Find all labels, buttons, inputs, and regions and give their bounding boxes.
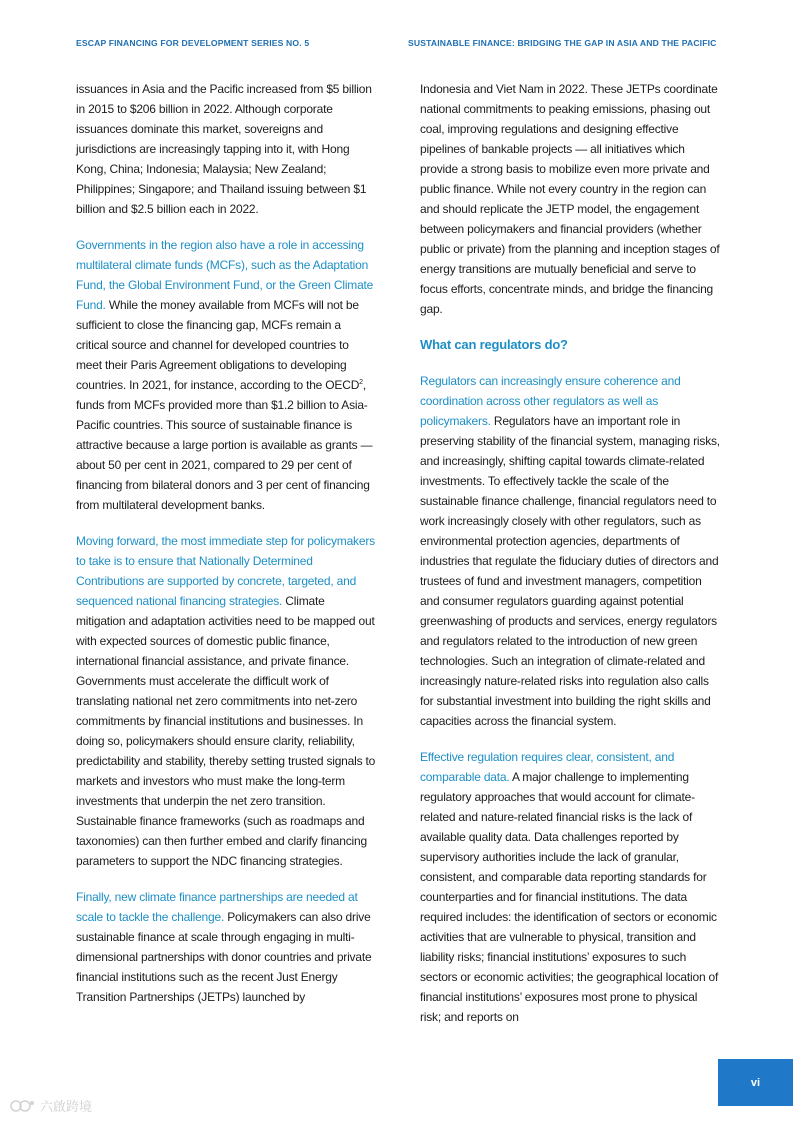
paragraph-lead: Effective regulation requires clear, consistent, and comparable data.	[420, 750, 675, 784]
paragraph-lead: Regulators can increasingly ensure coherence and coordination across other regulators as well as policymakers.	[420, 374, 681, 428]
paragraph	[420, 371, 720, 731]
paragraph	[76, 887, 376, 1007]
paragraph-body: Climate mitigation and adaptation activities need to be mapped out with expected sources of domestic public finance, international financial assistance, and private finance. Governments must accelerate the difficult work of translating national net zero commitments into net-zero commitments by financial institutions and businesses. In doing so, policymakers should ensure clarity, reliability, predictability and stability, thereby setting trusted signals to markets and investors who must make the long-term investments that underpin the net zero transition. Sustainable finance frameworks (such as roadmaps and taxonomies) can then further embed and clarify financing parameters to support the NDC financing strategies.	[76, 594, 376, 868]
paragraph-lead: Governments in the region also have a role in accessing multilateral climate funds (MCFs), such as the Adaptation Fund, the Global Environment Fund, or the Green Climate Fund.	[76, 238, 374, 312]
paragraph-lead: Moving forward, the most immediate step for policymakers to take is to ensure that Nationally Determined Contributions are supported by concrete, targeted, and sequenced national financing strategies.	[76, 534, 375, 608]
paragraph-lead: Finally, new climate finance partnerships are needed at scale to tackle the challenge.	[76, 890, 358, 924]
page-number-tab	[718, 1059, 793, 1106]
page-number: vi	[750, 1076, 761, 1089]
left-column	[76, 79, 376, 1023]
watermark-text: 六啟跨境	[40, 1099, 93, 1114]
paragraph-body: A major challenge to implementing regulatory approaches that would account for climate-related and nature-related financial risks is the lack of available quality data. Data challenges reported by supervisory authorities include the lack of granular, consistent, and comparable data reporting standards for counterparties and for financial institutions. The data required includes: the identification of sectors or economic activities that are vulnerable to physical, transition and liability risks; financial institutions’ exposures to such sectors or economic activities; the geographical location of financial institutions’ exposures most prone to physical risk; and reports on	[420, 770, 719, 1024]
paragraph-body: Regulators have an important role in preserving stability of the financial system, managing risks, and increasingly, shifting capital towards climate-related investments. To effectively tackle the scale of the sustainable finance challenge, financial regulators need to work increasingly closely with other regulators, such as environmental protection agencies, departments of industries that regulate the fiduciary duties of directors and trustees of fund and investment managers, competition and consumer regulators guarding against potential greenwashing of products and services, energy regulators and regulators related to the introduction of new green technologies. Such an integration of climate-related and increasingly nature-related risks into regulation also calls for substantial investment into building the right skills and capacities across the financial system.	[420, 414, 720, 728]
paragraph	[420, 747, 720, 1027]
watermark	[10, 1096, 92, 1115]
paragraph: issuances in Asia and the Pacific increased from $5 billion in 2015 to $206 billion in 2022. Although corporate issuances dominate this market, sovereigns and jurisdictions are increasingly tapping into it, with Hong Kong, China; Indonesia; Malaysia; New Zealand; Philippines; Singapore; and Thailand issuing between $1 billion and $2.5 billion each in 2022.	[76, 82, 372, 216]
running-header-right: SUSTAINABLE FINANCE: BRIDGING THE GAP IN ASIA AND THE PACIFIC	[408, 38, 717, 48]
paragraph	[76, 235, 376, 515]
paragraph-body: Policymakers can also drive sustainable finance at scale through engaging in multi-dimensional partnerships with donor countries and private financial institutions such as the recent Just Energy Transition Partnerships (JETPs) launched by	[76, 910, 372, 1004]
paragraph-body: , funds from MCFs provided more than $1.2 billion to Asia-Pacific countries. This source of sustainable finance is attractive because a large portion is available as grants — about 50 per cent in 2021, compared to 29 per cent of financing from bilateral donors and 3 per cent of financing from multilateral development banks.	[76, 378, 373, 512]
section-heading: What can regulators do?	[420, 337, 568, 352]
running-header-left: ESCAP FINANCING FOR DEVELOPMENT SERIES NO. 5	[76, 38, 310, 48]
footnote-marker: 2	[359, 379, 363, 386]
paragraph	[76, 531, 376, 871]
paragraph: Indonesia and Viet Nam in 2022. These JETPs coordinate national commitments to peaking emissions, phasing out coal, improving regulations and designing effective pipelines of bankable projects — all initiatives which provide a strong basis to mobilize even more private and public finance. While not every country in the region can and should replicate the JETP model, the engagement between policymakers and financial providers (whether public or private) from the planning and inception stages of energy transitions are mutually beneficial and serve to focus efforts, concentrate minds, and bridge the financing gap.	[420, 82, 720, 316]
watermark-logo-icon	[10, 1098, 36, 1114]
right-column	[420, 79, 720, 1043]
paragraph-body: While the money available from MCFs will not be sufficient to close the financing gap, MCFs remain a critical source and channel for developed countries to meet their Paris Agreement obligations to developing countries. In 2021, for instance, according to the OECD	[76, 298, 360, 392]
